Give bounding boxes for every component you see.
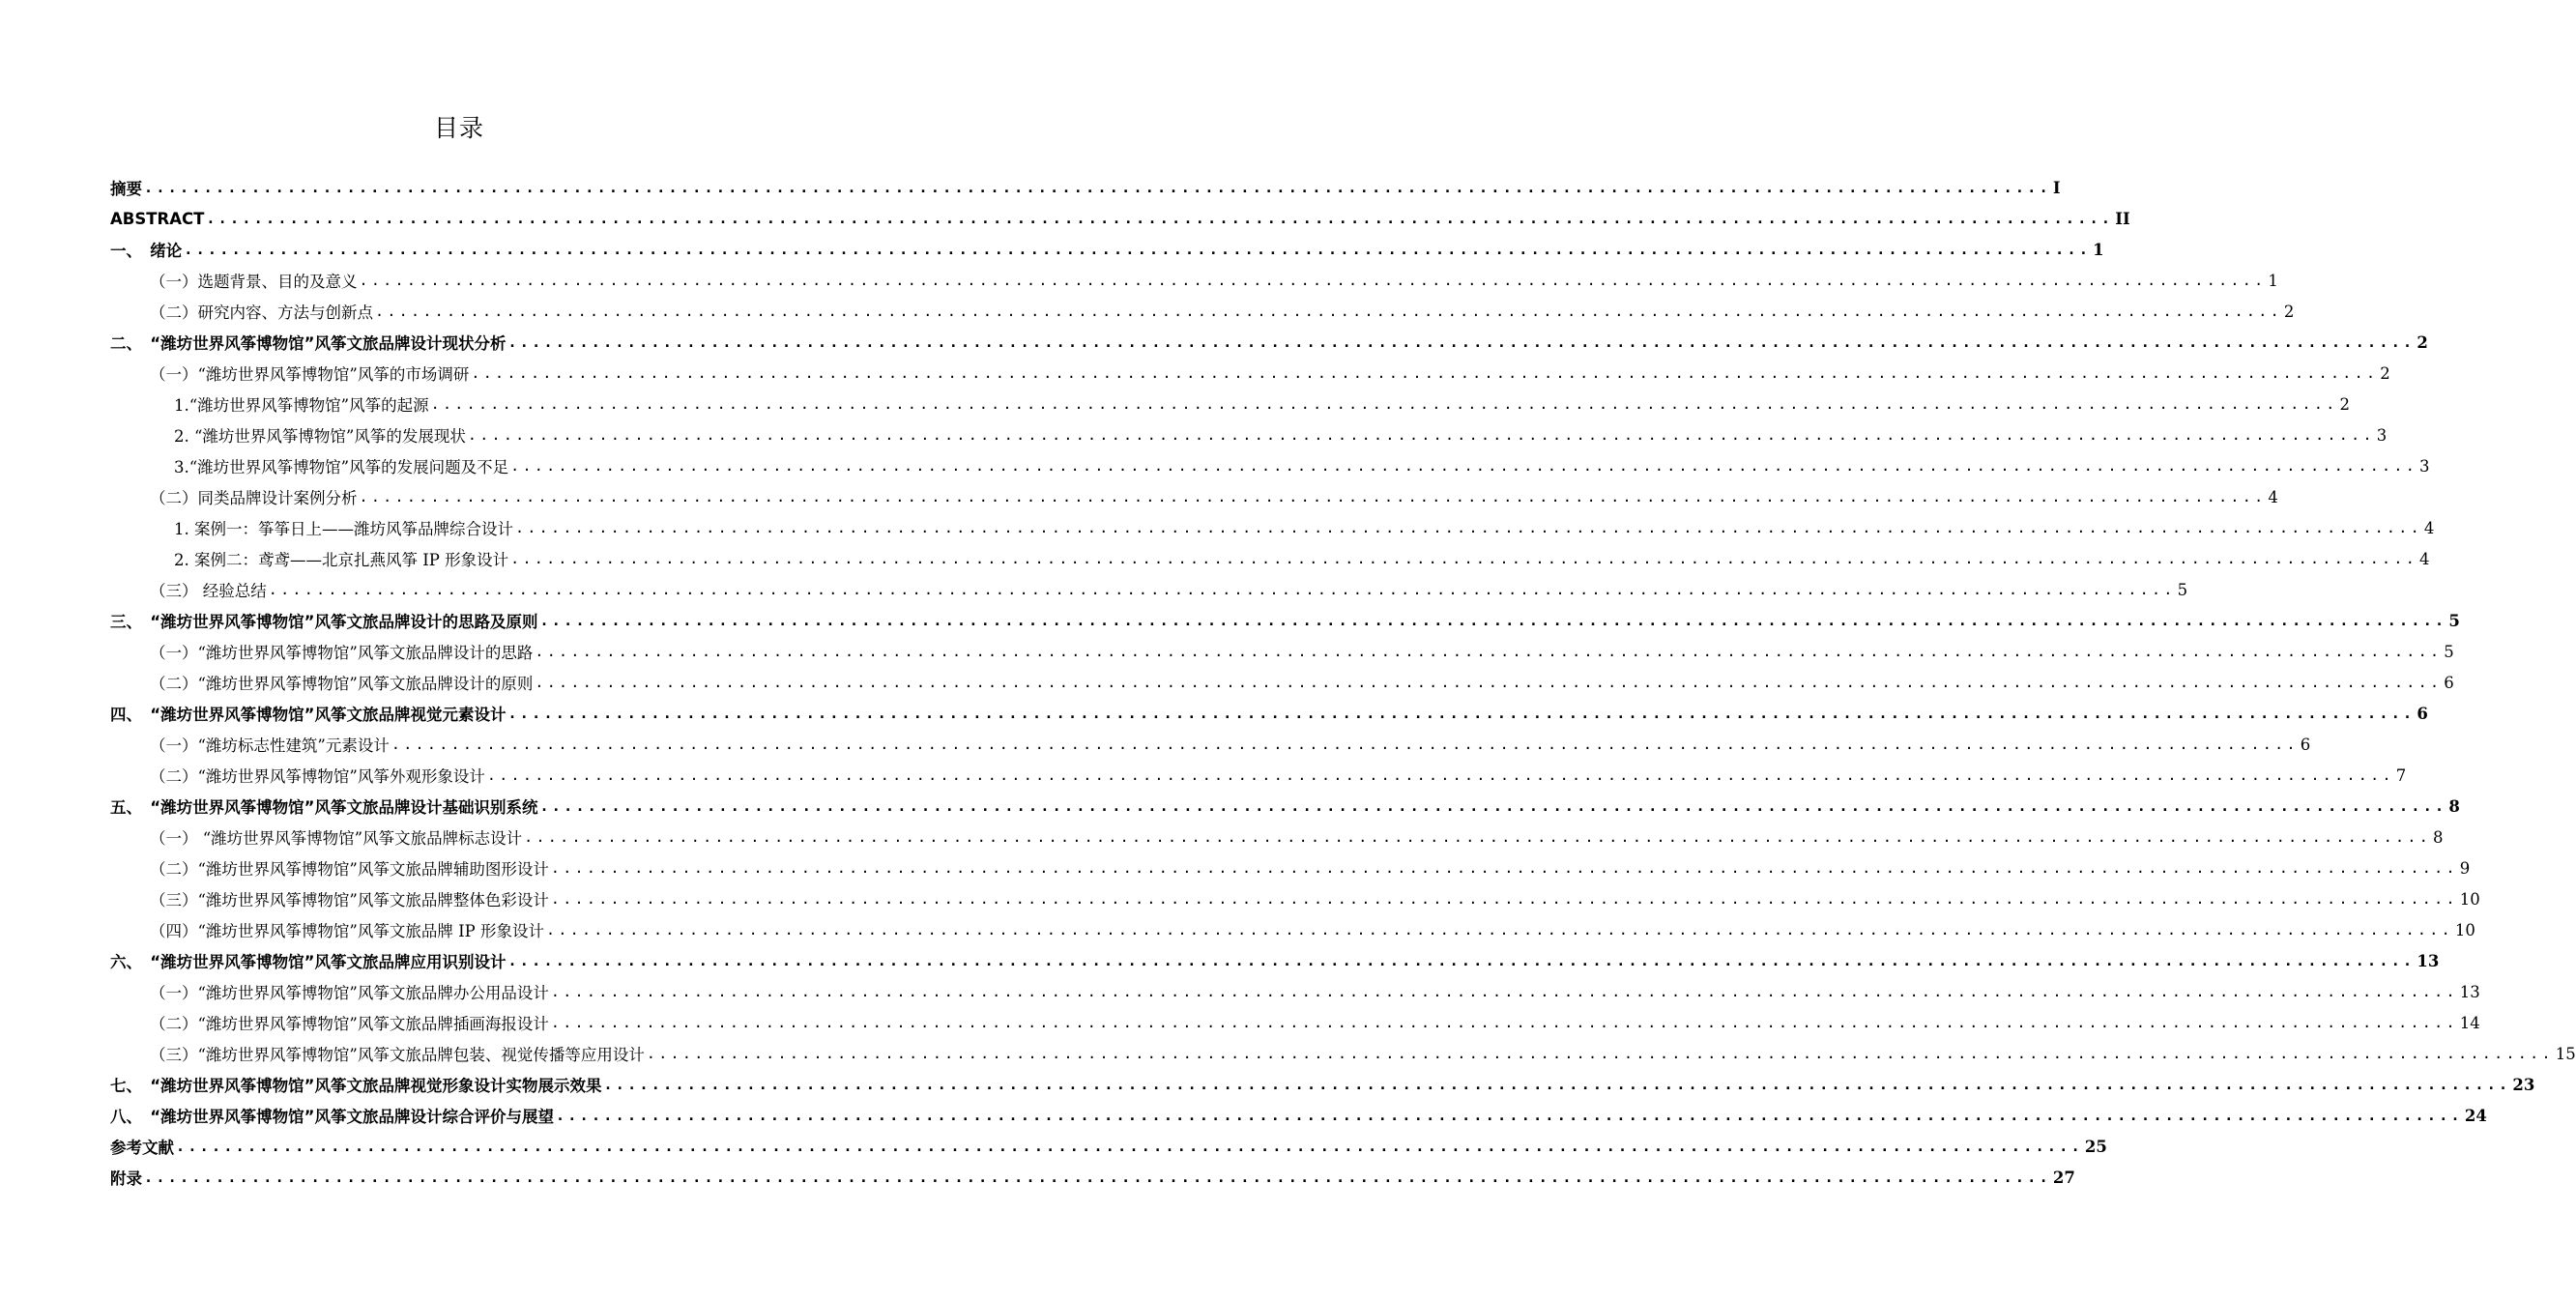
toc-entry-page-number: 7	[2395, 765, 2407, 785]
toc-entry[interactable]	[110, 791, 2460, 822]
toc-entry-label: 七、 “潍坊世界风筝博物馆”风筝文旅品牌视觉形象设计实物展示效果	[110, 1077, 602, 1095]
toc-entry-page-number: 6	[2444, 673, 2454, 692]
toc-entry-page-number: 2	[2380, 363, 2390, 383]
toc-entry-label: （一）“潍坊世界风筝博物馆”风筝文旅品牌办公用品设计	[150, 984, 549, 1002]
toc-entry-page-number: 13	[2459, 982, 2480, 1001]
toc-entry-label: 2. 案例二：鸢鸢——北京扎燕风筝 IP 形象设计	[174, 551, 509, 569]
toc-entry-label: （三）“潍坊世界风筝博物馆”风筝文旅品牌整体色彩设计	[150, 891, 549, 909]
toc-entry-page-number: 4	[2419, 549, 2430, 568]
toc-entry-label: （三）“潍坊世界风筝博物馆”风筝文旅品牌包装、视觉传播等应用设计	[150, 1046, 645, 1064]
toc-entry-label: （二）“潍坊世界风筝博物馆”风筝文旅品牌设计的原则	[150, 675, 534, 693]
dot-leader: ................................................................................................................................................................	[535, 643, 2443, 660]
toc-entry-label: ABSTRACT	[110, 209, 205, 228]
toc-entry-label: 1.“潍坊世界风筝博物馆”风筝的起源	[174, 396, 429, 415]
toc-entry-page-number: I	[2052, 178, 2061, 197]
toc-entry-label: 八、 “潍坊世界风筝博物馆”风筝文旅品牌设计综合评价与展望	[110, 1108, 554, 1126]
toc-entry[interactable]	[110, 1007, 2480, 1038]
dot-leader: ................................................................................................................................................................	[550, 890, 2458, 908]
toc-entry-page-number: 1	[2093, 240, 2104, 259]
table-of-contents	[110, 172, 2576, 1193]
dot-leader: ................................................................................................................................................................	[550, 1014, 2458, 1031]
toc-entry[interactable]	[110, 389, 2351, 419]
dot-leader: ................................................................................................................................................................	[375, 303, 2282, 320]
toc-entry[interactable]	[110, 512, 2435, 543]
dot-leader: ................................................................................................................................................................	[510, 550, 2418, 567]
toc-entry[interactable]	[110, 914, 2475, 945]
dot-leader: ................................................................................................................................................................	[467, 426, 2375, 444]
dot-leader: ................................................................................................................................................................	[507, 705, 2416, 722]
toc-entry-page-number: 2	[2283, 302, 2295, 321]
dot-leader: ................................................................................................................................................................	[550, 859, 2458, 877]
dot-leader: ................................................................................................................................................................	[471, 364, 2379, 382]
dot-leader: ................................................................................................................................................................	[507, 333, 2416, 351]
toc-entry[interactable]	[110, 1038, 2576, 1069]
toc-entry-page-number: 24	[2464, 1106, 2487, 1125]
toc-entry-label: （一）“潍坊世界风筝博物馆”风筝文旅品牌设计的思路	[150, 644, 534, 662]
toc-entry-page-number: 8	[2433, 827, 2444, 847]
dot-leader: ................................................................................................................................................................	[486, 766, 2394, 784]
toc-entry-label: 三、 “潍坊世界风筝博物馆”风筝文旅品牌设计的思路及原则	[110, 613, 538, 631]
toc-entry[interactable]	[110, 1069, 2535, 1100]
dot-leader: ................................................................................................................................................................	[144, 1169, 2051, 1186]
toc-entry[interactable]	[110, 450, 2430, 481]
toc-entry-label: 二、 “潍坊世界风筝博物馆”风筝文旅品牌设计现状分析	[110, 334, 507, 353]
toc-entry-page-number: 14	[2459, 1013, 2480, 1032]
toc-entry-page-number: 6	[2300, 735, 2311, 754]
toc-entry-label: 3.“潍坊世界风筝博物馆”风筝的发展问题及不足	[174, 458, 509, 476]
toc-entry[interactable]	[110, 358, 2390, 389]
toc-entry[interactable]	[110, 481, 2278, 512]
toc-entry-label: （一）选题背景、目的及意义	[150, 273, 358, 291]
toc-entry[interactable]	[110, 203, 2130, 234]
dot-leader: ................................................................................................................................................................	[603, 1076, 2511, 1093]
dot-leader: ................................................................................................................................................................	[510, 457, 2418, 475]
dot-leader: ................................................................................................................................................................	[550, 983, 2458, 1000]
dot-leader: ................................................................................................................................................................	[507, 952, 2416, 969]
dot-leader: ................................................................................................................................................................	[535, 674, 2443, 691]
dot-leader: ................................................................................................................................................................	[539, 612, 2447, 629]
dot-leader: ................................................................................................................................................................	[646, 1045, 2554, 1062]
toc-entry[interactable]	[110, 543, 2430, 574]
toc-entry-label: 摘要	[110, 180, 142, 198]
toc-entry[interactable]	[110, 327, 2428, 358]
toc-entry-page-number: 10	[2459, 889, 2480, 909]
toc-entry-page-number: 10	[2454, 920, 2475, 939]
toc-entry-page-number: 5	[2448, 611, 2460, 630]
toc-entry-page-number: 2	[2339, 394, 2351, 414]
toc-entry-page-number: 3	[2376, 425, 2388, 445]
toc-entry-label: （三） 经验总结	[150, 582, 267, 600]
toc-entry-label: 1. 案例一：筝筝日上——潍坊风筝品牌综合设计	[174, 520, 513, 538]
dot-leader: ................................................................................................................................................................	[206, 210, 2114, 227]
dot-leader: ................................................................................................................................................................	[430, 395, 2338, 413]
dot-leader: ................................................................................................................................................................	[391, 736, 2299, 753]
toc-entry-label: 五、 “潍坊世界风筝博物馆”风筝文旅品牌设计基础识别系统	[110, 798, 538, 817]
page-title: 目录	[433, 114, 484, 142]
toc-entry-label: （一）“潍坊世界风筝博物馆”风筝的市场调研	[150, 365, 470, 384]
dot-leader: ................................................................................................................................................................	[359, 272, 2267, 289]
toc-entry-label: 四、 “潍坊世界风筝博物馆”风筝文旅品牌视觉元素设计	[110, 706, 507, 724]
toc-entry[interactable]	[110, 667, 2454, 698]
toc-entry-page-number: 5	[2177, 580, 2188, 599]
dot-leader: ................................................................................................................................................................	[524, 828, 2432, 846]
toc-entry-page-number: 23	[2512, 1075, 2535, 1094]
toc-entry-label: （二）同类品牌设计案例分析	[150, 489, 358, 507]
toc-entry[interactable]	[110, 296, 2295, 327]
toc-entry[interactable]	[110, 265, 2278, 296]
toc-entry-page-number: 13	[2417, 951, 2440, 970]
toc-entry[interactable]	[110, 636, 2454, 667]
toc-entry-page-number: 27	[2052, 1168, 2075, 1187]
toc-entry-label: 附录	[110, 1169, 142, 1188]
toc-entry-page-number: 4	[2268, 487, 2278, 506]
toc-entry-label: 一、 绪论	[110, 242, 183, 260]
toc-entry[interactable]	[110, 1162, 2075, 1193]
toc-entry[interactable]	[110, 698, 2428, 729]
dot-leader: ................................................................................................................................................................	[555, 1107, 2463, 1124]
toc-entry-page-number: 25	[2084, 1137, 2107, 1156]
toc-entry[interactable]	[110, 822, 2444, 852]
toc-entry-label: （二）研究内容、方法与创新点	[150, 303, 373, 322]
dot-leader: ................................................................................................................................................................	[359, 488, 2267, 505]
dot-leader: ................................................................................................................................................................	[176, 1138, 2083, 1155]
toc-entry[interactable]	[110, 852, 2471, 883]
toc-entry-label: （二）“潍坊世界风筝博物馆”风筝文旅品牌辅助图形设计	[150, 860, 549, 879]
toc-entry-label: （四）“潍坊世界风筝博物馆”风筝文旅品牌 IP 形象设计	[150, 922, 544, 940]
toc-entry-label: （一） “潍坊世界风筝博物馆”风筝文旅品牌标志设计	[150, 829, 523, 848]
toc-entry[interactable]	[110, 574, 2188, 605]
toc-entry-page-number: 2	[2417, 332, 2428, 352]
toc-entry-label: （一）“潍坊标志性建筑”元素设计	[150, 736, 390, 755]
toc-entry-page-number: 4	[2423, 518, 2435, 537]
toc-entry[interactable]	[110, 1131, 2107, 1162]
toc-entry-label: 六、 “潍坊世界风筝博物馆”风筝文旅品牌应用识别设计	[110, 953, 507, 971]
toc-entry-page-number: 8	[2448, 796, 2460, 816]
toc-entry-label: 参考文献	[110, 1139, 174, 1157]
toc-entry-label: （二）“潍坊世界风筝博物馆”风筝外观形象设计	[150, 767, 485, 786]
toc-entry-page-number: 1	[2268, 271, 2278, 290]
toc-entry[interactable]	[110, 945, 2440, 976]
toc-entry[interactable]	[110, 419, 2388, 450]
toc-entry[interactable]	[110, 605, 2460, 636]
dot-leader: ................................................................................................................................................................	[144, 179, 2051, 196]
toc-entry-page-number: 3	[2419, 456, 2430, 476]
toc-entry-page-number: 6	[2417, 704, 2428, 723]
dot-leader: ................................................................................................................................................................	[515, 519, 2422, 536]
toc-entry[interactable]	[110, 1100, 2487, 1131]
dot-leader: ................................................................................................................................................................	[184, 241, 2092, 258]
toc-entry[interactable]	[110, 729, 2311, 760]
dot-leader: ................................................................................................................................................................	[268, 581, 2176, 598]
toc-entry[interactable]	[110, 760, 2407, 791]
toc-entry[interactable]	[110, 883, 2480, 914]
dot-leader: ................................................................................................................................................................	[539, 797, 2447, 815]
toc-entry-page-number: 15	[2555, 1044, 2576, 1063]
toc-entry[interactable]	[110, 976, 2480, 1007]
toc-entry-label: 2. “潍坊世界风筝博物馆”风筝的发展现状	[174, 427, 466, 446]
toc-entry-page-number: 9	[2459, 858, 2471, 878]
toc-entry-page-number: II	[2115, 209, 2130, 228]
dot-leader: ................................................................................................................................................................	[545, 921, 2453, 938]
toc-entry-page-number: 5	[2444, 642, 2454, 661]
toc-entry[interactable]	[110, 172, 2061, 203]
toc-entry-label: （二）“潍坊世界风筝博物馆”风筝文旅品牌插画海报设计	[150, 1015, 549, 1033]
toc-entry[interactable]	[110, 234, 2104, 265]
